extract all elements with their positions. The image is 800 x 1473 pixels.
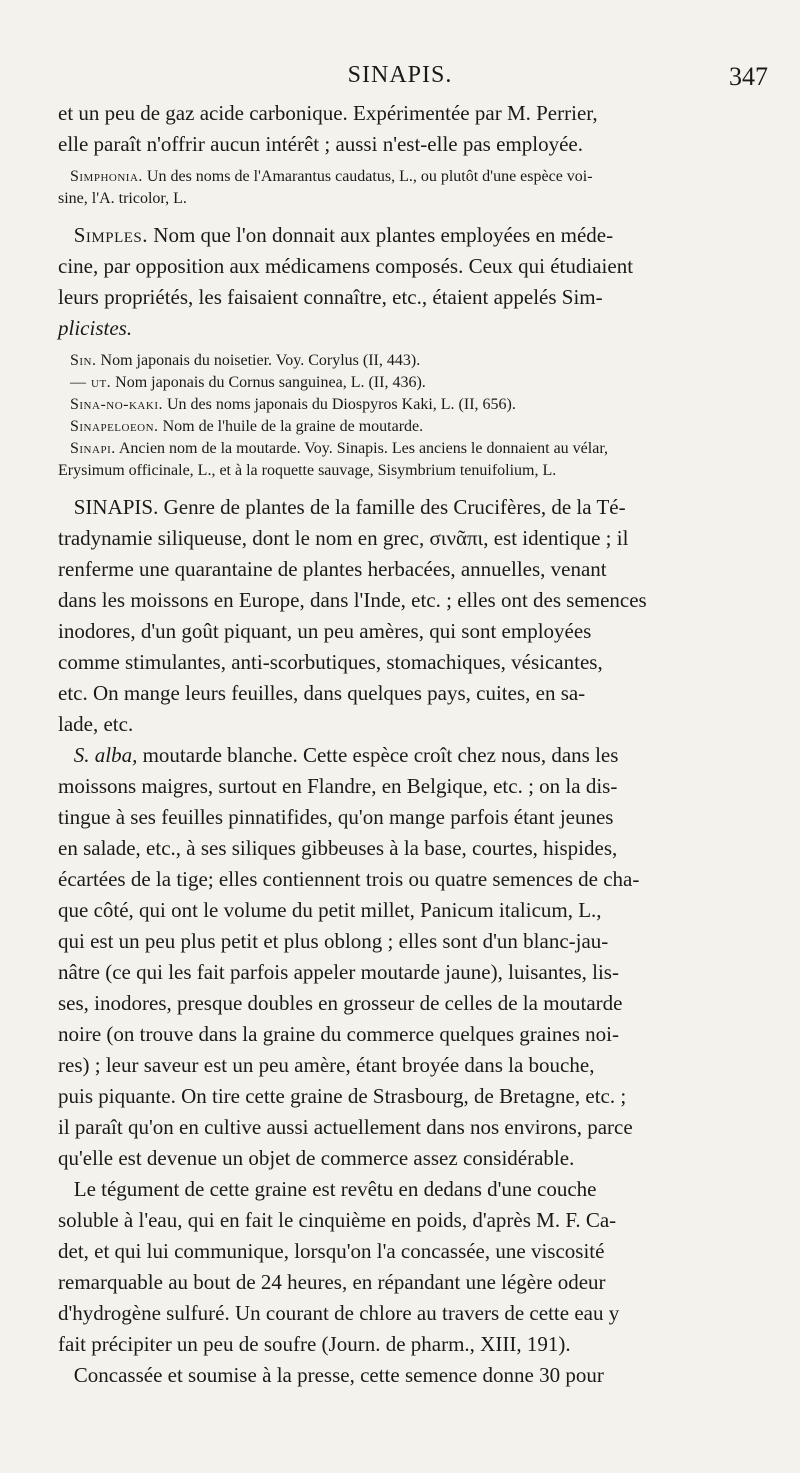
entry-head: S. alba, [73,743,138,767]
entry-head: Sina-no-kaki. [70,396,163,413]
paragraph-continuation: et un peu de gaz acide carbonique. Expérimentée par M. Perrier, elle paraît n'offrir aucun intérêt ; aussi n'est-elle pas employée. [58,101,598,156]
entry-sin: Sin. Nom japonais du noisetier. Voy. Corylus (II, 443). [70,352,421,369]
entry-sin-ut: — ut. Nom japonais du Cornus sanguinea, L. (II, 436). [70,374,426,391]
entry-simphonia: Simphonia. Un des noms de l'Amarantus caudatus, L., ou plutôt d'une espèce voi- sine, l'A. tricolor, L. [58,168,593,207]
entry-simples: Simples. Nom que l'on donnait aux plantes employées en méde- cine, par opposition aux médicamens composés. Ceux qui étudiaient leurs propriétés, les faisaient connaître, etc., étaient appelés Sim- plicistes. [58,223,634,340]
entry-s-alba: S. alba, moutarde blanche. Cette espèce croît chez nous, dans les moissons maigres, surtout en Flandre, en Belgique, etc. ; on la dis- tingue à ses feuilles pinnatifides, qu'on mange parfois étant jeunes en salade, etc., à ses siliques gibbeuses à la base, courtes, hispides, écartées de la tige; elles contiennent trois ou quatre semences de cha- que côté, qui ont le volume du petit millet, Panicum italicum, L., qui est un peu plus petit et plus oblong ; elles sont d'un blanc-jau- nâtre (ce qui les fait parfois appeler moutarde jaune), luisantes, lis- ses, inodores, presque doubles en grosseur de celles de la moutarde noire (on trouve dans la graine du commerce quelques graines noi- res) ; leur saveur est un peu amère, étant broyée dans la bouche, puis piquante. On tire cette graine de Strasbourg, de Bretagne, etc. ; il paraît qu'on en cultive aussi actuellement dans nos environs, parce qu'elle est devenue un objet de commerce assez considérable. [58,743,640,1170]
page-body [58,98,768,1391]
entry-head: Sinapeloeon. [70,418,159,435]
entry-sina-no-kaki: Sina-no-kaki. Un des noms japonais du Diospyros Kaki, L. (II, 656). [70,396,516,413]
entry-head: Simples. [73,223,149,247]
entry-head: Sinapi. [70,440,116,457]
running-title: SINAPIS. [347,62,453,88]
paragraph-concassee: Concassée et soumise à la presse, cette semence donne 30 pour [73,1363,604,1387]
paragraph-tegument: Le tégument de cette graine est revêtu en dedans d'une couche soluble à l'eau, qui en fait le cinquième en poids, d'après M. F. Ca- det, et qui lui communique, lorsqu'on l'a concassée, une viscosité remarquable au bout de 24 heures, en répandant une légère odeur d'hydrogène sulfuré. Un courant de chlore au travers de cette eau y fait précipiter un peu de soufre (Journ. de pharm., XIII, 191). [58,1177,620,1356]
running-header [0,62,800,98]
entry-sinapi: Sinapi. Ancien nom de la moutarde. Voy. Sinapis. Les anciens le donnaient au vélar, Erysimum officinale, L., et à la roquette sauvage, Sisymbrium tenuifolium, L. [58,440,609,479]
entry-head: — ut. [70,374,112,391]
entry-head: Simphonia. [70,168,143,185]
entry-sinapeloeon: Sinapeloeon. Nom de l'huile de la graine de moutarde. [70,418,424,435]
entry-sinapis: SINAPIS. Genre de plantes de la famille des Crucifères, de la Té- tradynamie siliqueuse, dont le nom en grec, σινᾶπι, est identique ; il renferme une quarantaine de plantes herbacées, annuelles, venant dans les moissons en Europe, dans l'Inde, etc. ; elles ont des semences inodores, d'un goût piquant, un peu amères, qui sont employées comme stimulantes, anti-scorbutiques, stomachiques, vésicantes, etc. On mange leurs feuilles, dans quelques pays, cuites, en sa- lade, etc. [58,495,647,736]
entry-head: SINAPIS. [73,495,159,519]
page-number: 347 [729,62,768,91]
entry-head: Sin. [70,352,97,369]
